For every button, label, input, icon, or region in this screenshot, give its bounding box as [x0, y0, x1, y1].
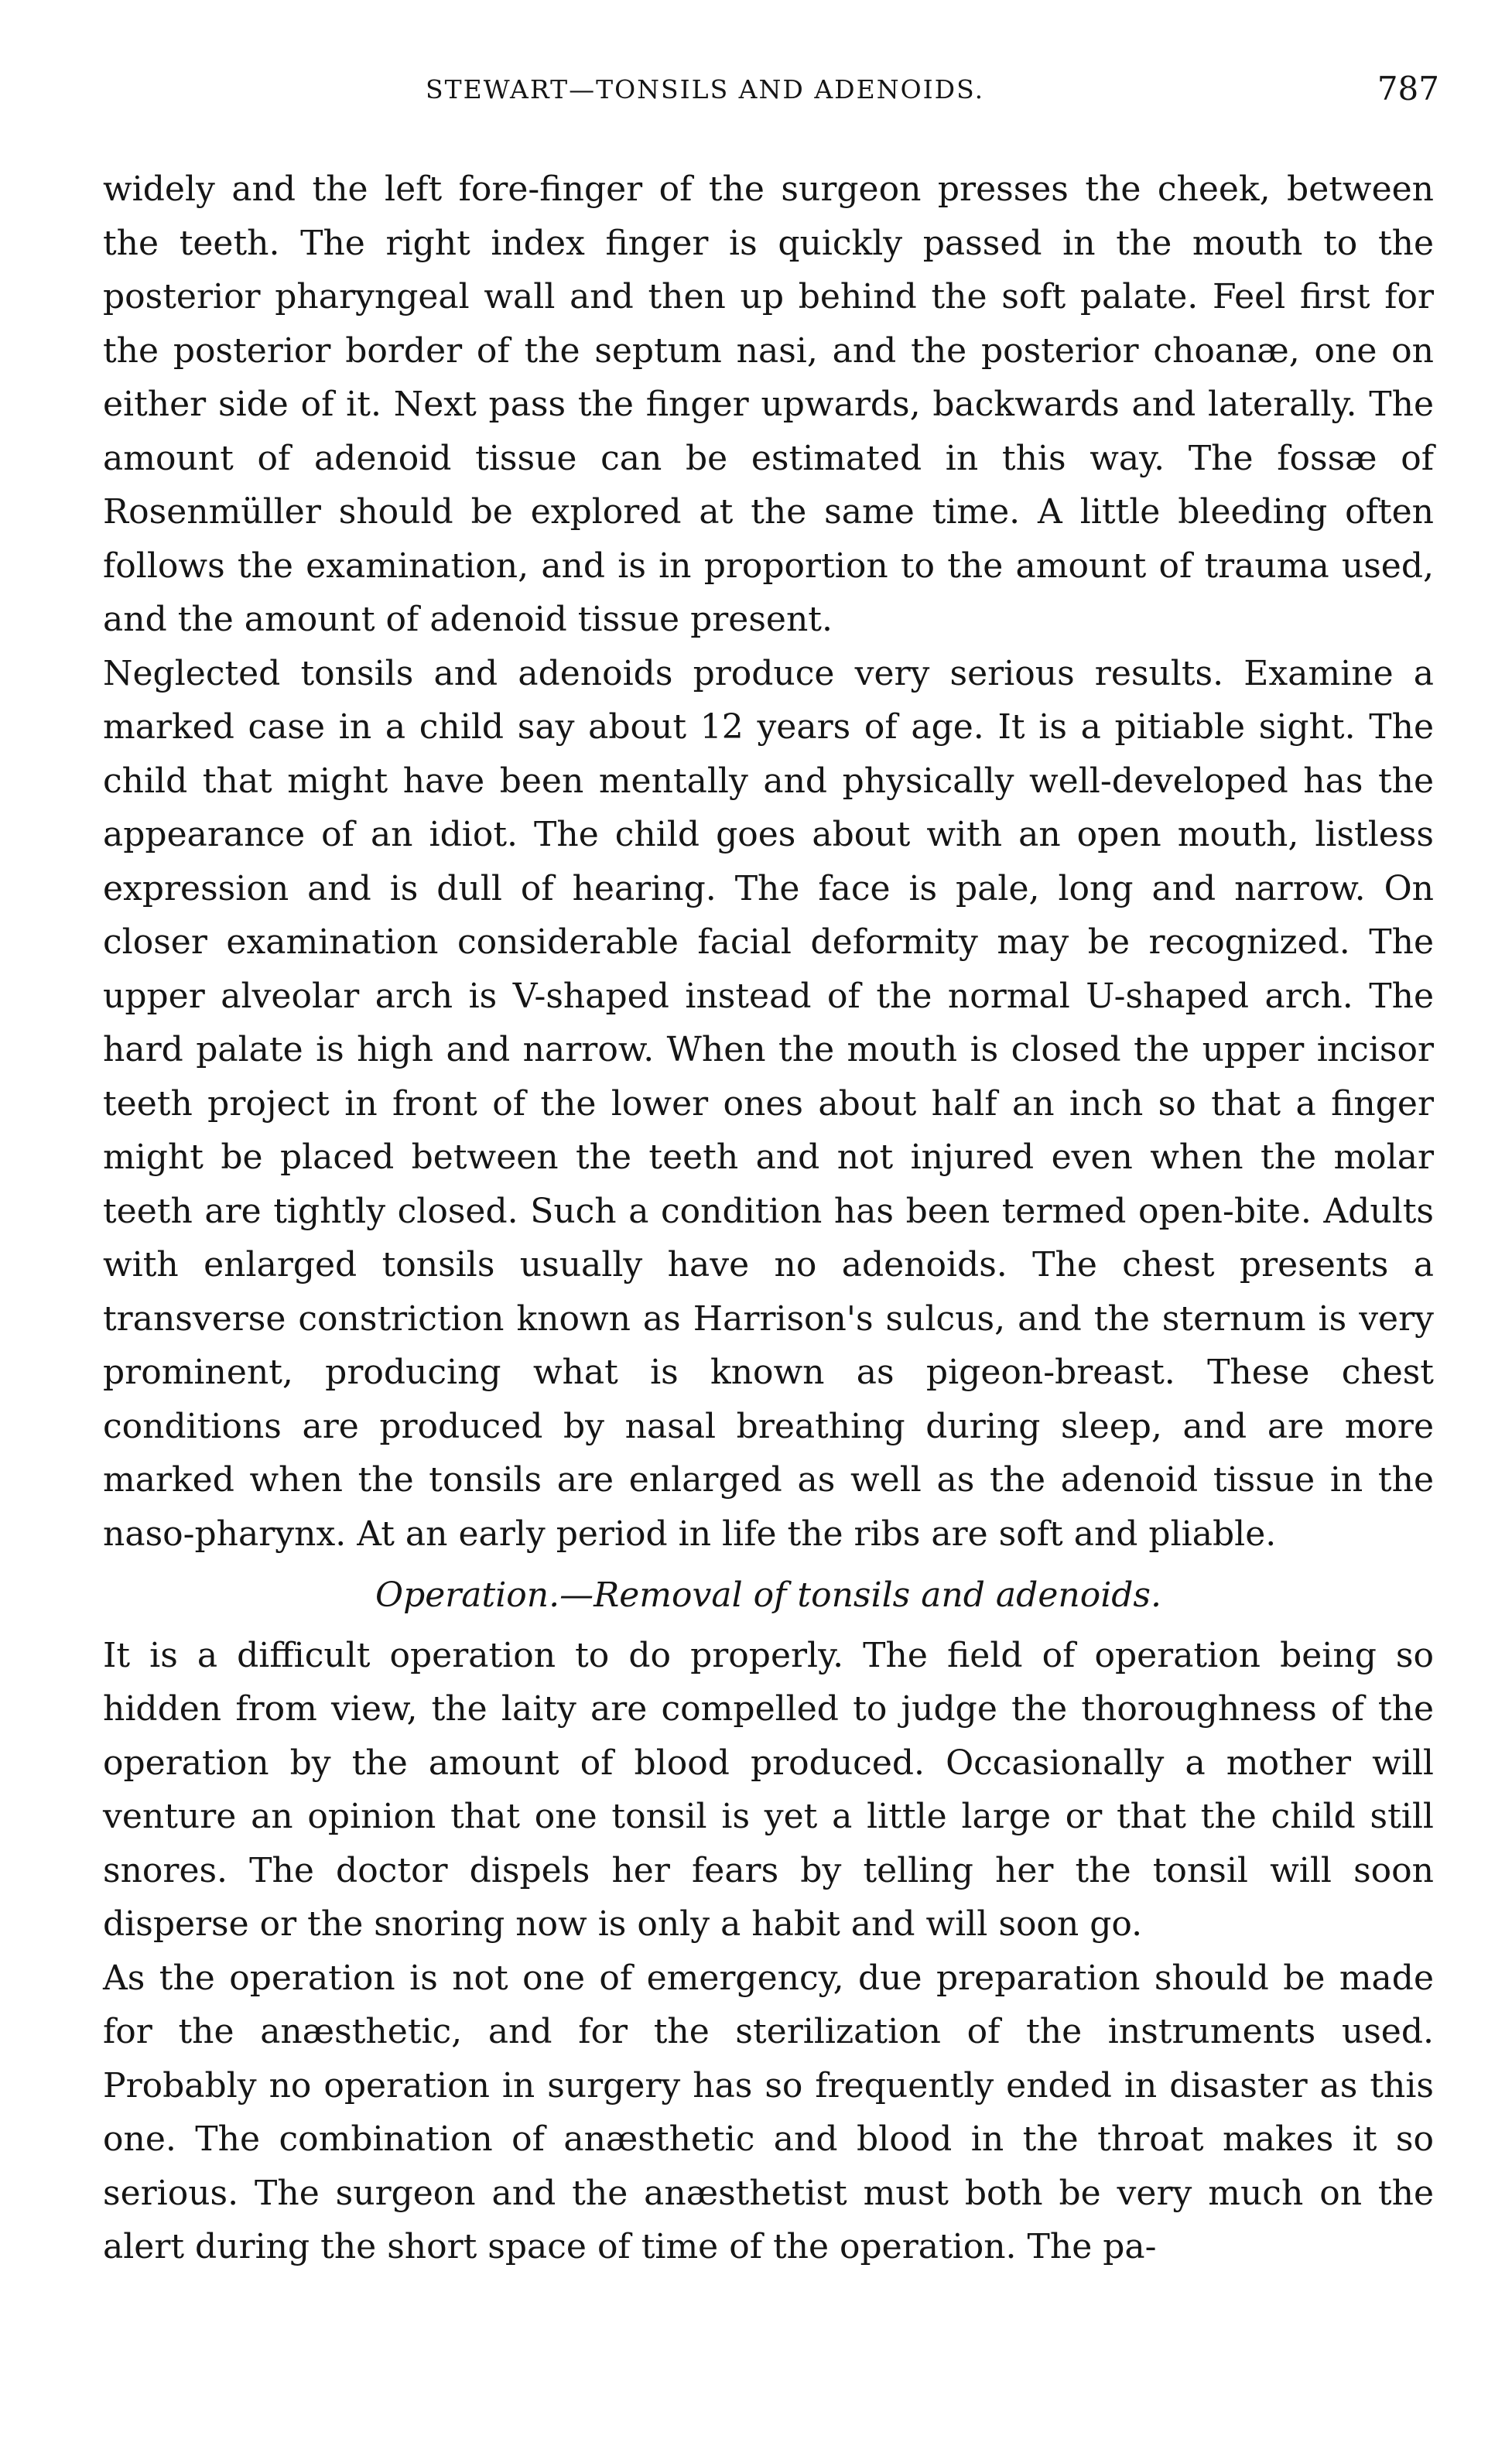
- body-text: [103, 162, 1434, 2274]
- page-number: 787: [1377, 70, 1439, 108]
- paragraph-neglected-tonsils: Neglected tonsils and adenoids produce very serious results. Examine a marked case in a child say about 12 years of age. It is a pitiable sight. The child that might have been mentally and physically well-developed has the appearance of an idiot. The child goes about with an open mouth, listless expression and is dull of hearing. The face is pale, long and narrow. On closer examination considerable facial deformity may be recognized. The upper alveolar arch is V-shaped instead of the normal U-shaped arch. The hard palate is high and narrow. When the mouth is closed the upper incisor teeth project in front of the lower ones about half an inch so that a finger might be placed between the teeth and not injured even when the molar teeth are tightly closed. Such a condition has been termed open-bite. Adults with enlarged tonsils usually have no adenoids. The chest presents a transverse constriction known as Harrison's sulcus, and the sternum is very prominent, producing what is known as pigeon-breast. These chest conditions are produced by nasal breathing during sleep, and are more marked when the tonsils are enlarged as well as the adenoid tissue in the naso-pharynx. At an early period in life the ribs are soft and pliable.: [103, 653, 1434, 1554]
- page-header: [101, 70, 1439, 121]
- paragraph-difficult-operation: It is a difficult operation to do properly. The field of operation being so hidden from view, the laity are compelled to judge the thoroughness of the operation by the amount of blood produced. Occasionally a mother will venture an opinion that one tonsil is yet a little large or that the child still snores. The doctor dispels her fears by telling her the tonsil will soon disperse or the snoring now is only a habit and will soon go.: [103, 1635, 1434, 1944]
- running-head: STEWART—TONSILS AND ADENOIDS.: [426, 74, 985, 104]
- paragraph-preparation: As the operation is not one of emergency, due preparation should be made for the anæsthetic, and for the sterilization of the instruments used. Probably no operation in surgery has so frequently ended in disaster as this one. The combination of anæsthetic and blood in the throat makes it so serious. The surgeon and the anæsthetist must both be very much on the alert during the short space of time of the operation. The pa-: [103, 1958, 1434, 2266]
- section-heading: Operation.—Removal of tonsils and adenoids.: [375, 1575, 1161, 1615]
- paragraph-examination: widely and the left fore-finger of the surgeon presses the cheek, between the teeth. The right index finger is quickly passed in the mouth to the posterior pharyngeal wall and then up behind the soft palate. Feel first for the posterior border of the septum nasi, and the posterior choanæ, one on either side of it. Next pass the finger upwards, backwards and laterally. The amount of adenoid tissue can be estimated in this way. The fossæ of Rosenmüller should be explored at the same time. A little bleeding often follows the examination, and is in proportion to the amount of trauma used, and the amount of adenoid tissue present.: [103, 169, 1434, 639]
